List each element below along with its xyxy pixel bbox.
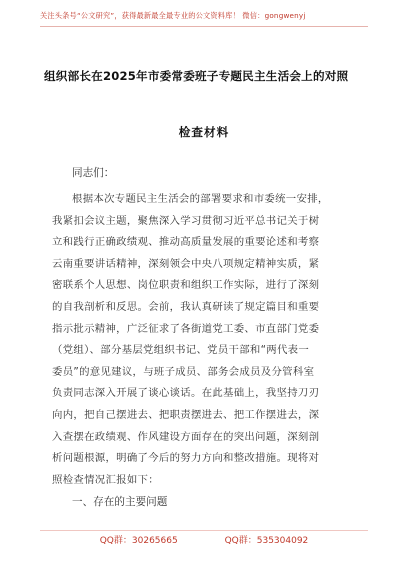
body-line: 的自我剖析和反思。会前，我认真研读了规定篇目和重要 bbox=[52, 300, 320, 313]
section-heading: 一、存在的主要问题 bbox=[72, 496, 168, 508]
body-line: 根据本次专题民主生活会的部署要求和市委统一安排， bbox=[72, 193, 329, 205]
greeting: 同志们： bbox=[72, 167, 115, 179]
header-divider bbox=[40, 26, 368, 27]
body-line: （党组）、部分基层党组织书记、党员干部和“两代表一 bbox=[52, 344, 310, 357]
document-subtitle: 检查材料 bbox=[178, 125, 230, 139]
body-line: 析问题根源，明确了今后的努力方向和整改措施。现将对 bbox=[52, 452, 320, 465]
body-line: 负责同志深入开展了谈心谈话。在此基础上，我坚持刀刃 bbox=[52, 387, 320, 400]
body-line: 立和践行正确政绩观、推动高质量发展的重要论述和考察 bbox=[52, 236, 320, 249]
footer-qq-group-2: QQ群：535304092 bbox=[224, 536, 309, 546]
body-line: 委员”的意见建议，与班子成员、部务会成员及分管科室 bbox=[52, 365, 315, 378]
body-line: 指示批示精神，广泛征求了各街道党工委、市直部门党委 bbox=[52, 322, 320, 335]
document-title: 组织部长在2025年市委常委班子专题民主生活会上的对照 bbox=[44, 69, 349, 83]
body-paragraph bbox=[52, 189, 356, 491]
footer-divider bbox=[40, 530, 368, 531]
header-banner: 关注头条号“公文研究”，获得最新最全最专业的公文资料库！ 微信：gongwenyj bbox=[40, 11, 306, 20]
body-line: 照检查情况汇报如下： bbox=[52, 473, 159, 486]
body-line: 入查摆在政绩观、作风建设方面存在的突出问题，深刻剖 bbox=[52, 430, 320, 443]
footer-qq-group-1: QQ群：30265665 bbox=[99, 536, 178, 546]
body-line: 向内，把自己摆进去、把职责摆进去、把工作摆进去，深 bbox=[52, 408, 320, 421]
body-line: 密联系个人思想、岗位职责和组织工作实际，进行了深刻 bbox=[52, 279, 320, 292]
footer bbox=[0, 533, 408, 549]
body-line: 我紧扣会议主题，聚焦深入学习贯彻习近平总书记关于树 bbox=[52, 214, 320, 227]
body-line: 云南重要讲话精神，深刻领会中央八项规定精神实质，紧 bbox=[52, 257, 320, 270]
